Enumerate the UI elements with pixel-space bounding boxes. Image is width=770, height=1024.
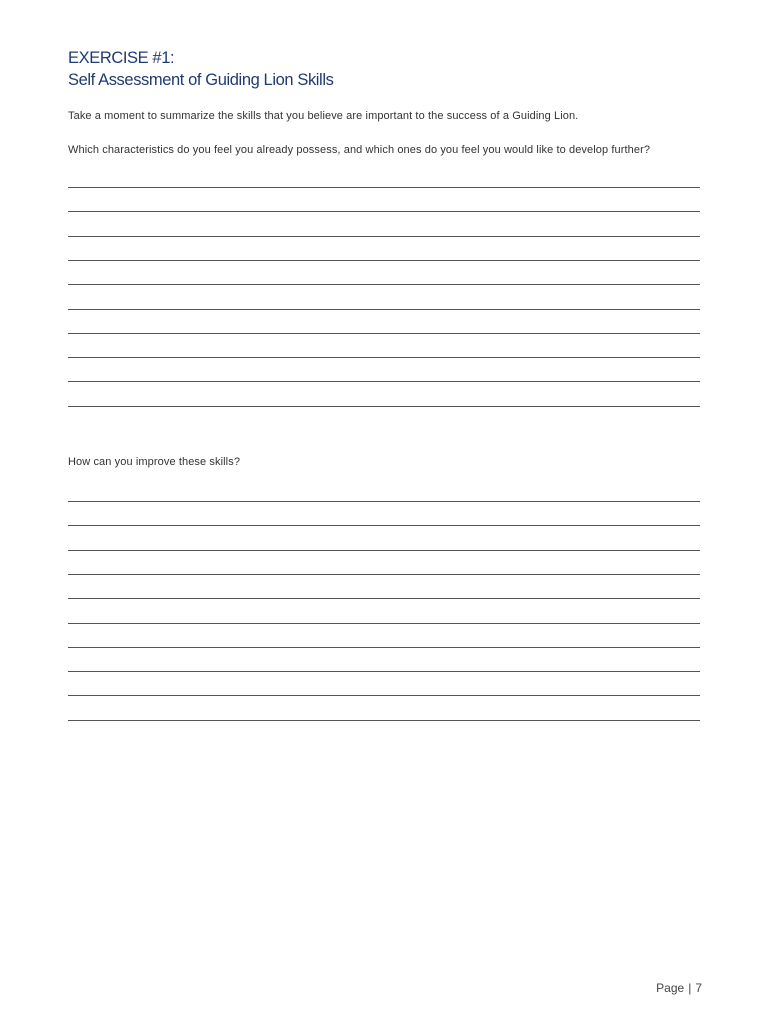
answer-line[interactable] [68, 333, 700, 334]
answer-line[interactable] [68, 236, 700, 237]
answer-line[interactable] [68, 525, 700, 526]
answer-line[interactable] [68, 260, 700, 261]
page-footer [656, 981, 702, 995]
answer-line[interactable] [68, 623, 700, 624]
question-improve: How can you improve these skills? [68, 456, 241, 468]
answer-line[interactable] [68, 357, 700, 358]
exercise-title [68, 47, 333, 91]
answer-line[interactable] [68, 598, 700, 599]
answer-line[interactable] [68, 695, 700, 696]
answer-line[interactable] [68, 720, 700, 721]
answer-line[interactable] [68, 406, 700, 407]
question-characteristics: Which characteristics do you feel you already possess, and which ones do you feel you would like to develop further? [68, 144, 651, 156]
answer-line[interactable] [68, 574, 700, 575]
answer-line[interactable] [68, 381, 700, 382]
answer-line[interactable] [68, 309, 700, 310]
exercise-heading: Self Assessment of Guiding Lion Skills [68, 71, 334, 89]
page-separator: | [688, 981, 692, 995]
exercise-number: EXERCISE #1: [68, 49, 175, 67]
page-number: 7 [695, 981, 702, 995]
intro-text: Take a moment to summarize the skills that you believe are important to the success of a Guiding Lion. [68, 110, 579, 122]
answer-line[interactable] [68, 187, 700, 188]
page-label: Page [656, 981, 685, 995]
answer-line[interactable] [68, 647, 700, 648]
answer-line[interactable] [68, 284, 700, 285]
answer-line[interactable] [68, 550, 700, 551]
answer-line[interactable] [68, 211, 700, 212]
answer-line[interactable] [68, 671, 700, 672]
answer-line[interactable] [68, 501, 700, 502]
